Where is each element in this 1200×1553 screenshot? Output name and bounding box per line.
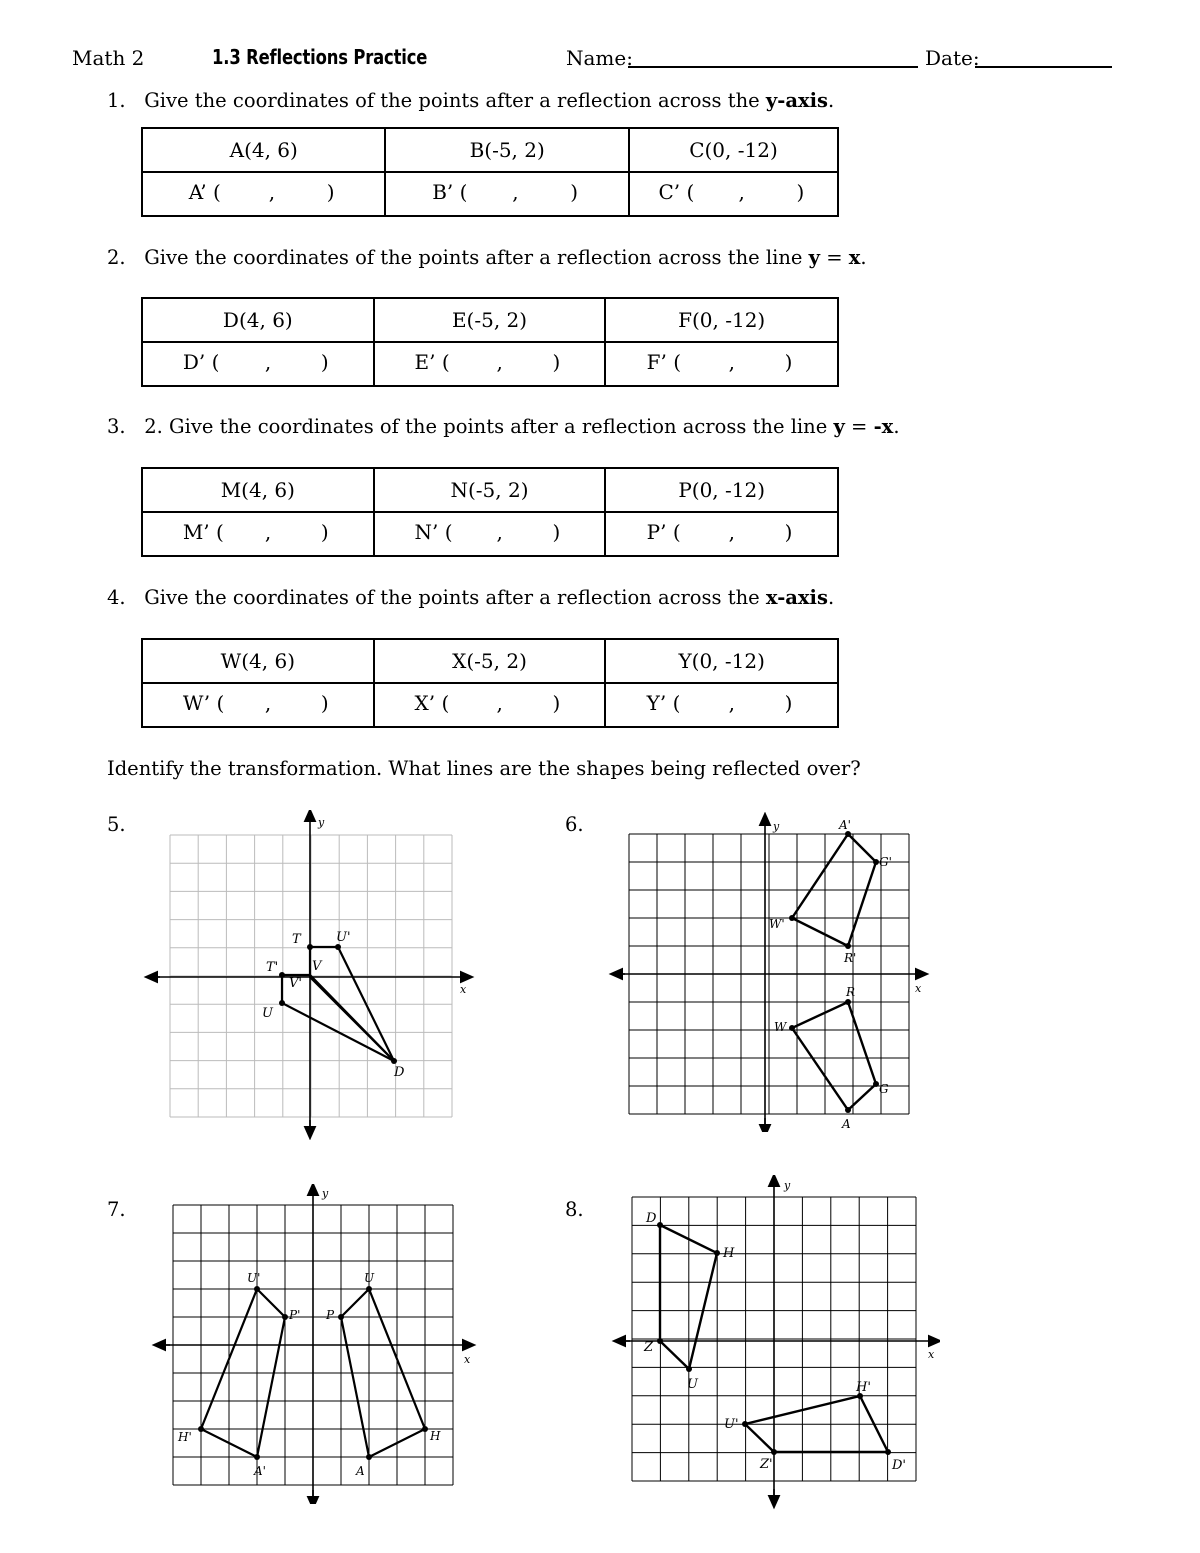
- graph-5: [140, 810, 480, 1140]
- comma: ,: [728, 690, 736, 715]
- vertex-point: [714, 1250, 720, 1256]
- close-paren: ): [320, 519, 329, 544]
- worksheet-title: 1.3 Reflections Practice: [212, 45, 428, 69]
- vertex-point: [742, 1421, 748, 1427]
- image-label: M’ (: [182, 519, 224, 544]
- vertex-point: [422, 1426, 428, 1432]
- image-cell[interactable]: [142, 172, 385, 216]
- point-cell: F(0, -12): [605, 298, 838, 342]
- image-label: D’ (: [182, 349, 220, 374]
- quad-preimage: [792, 1002, 876, 1110]
- vertex-point: [198, 1426, 204, 1432]
- point-label: G: [879, 1082, 889, 1096]
- close-paren: ): [552, 519, 561, 544]
- vertex-point: [279, 1000, 285, 1006]
- image-cell[interactable]: [385, 172, 628, 216]
- vertex-point: [845, 999, 851, 1005]
- comma: ,: [496, 349, 503, 374]
- comma: ,: [264, 690, 272, 715]
- graph-7-number: 7.: [107, 1198, 126, 1221]
- question-text: Give the coordinates of the points after a reflection across the: [144, 89, 766, 112]
- point-cell: E(-5, 2): [374, 298, 606, 342]
- vertex-point: [789, 1025, 795, 1031]
- question-2-table: [141, 297, 839, 387]
- comma: ,: [264, 519, 272, 544]
- y-axis-label: y: [784, 1179, 791, 1192]
- point-label: U': [724, 1417, 739, 1432]
- close-paren: ): [784, 349, 793, 374]
- point-label: H: [723, 1246, 735, 1261]
- image-label: A’ (: [188, 179, 221, 204]
- close-paren: ): [326, 179, 335, 204]
- point-label: T: [292, 932, 301, 947]
- image-cell[interactable]: [629, 172, 838, 216]
- question-keyword: y: [833, 415, 845, 438]
- close-paren: ): [320, 690, 329, 715]
- point-label: P: [326, 1308, 335, 1322]
- point-label: T': [266, 960, 279, 975]
- y-axis-label: y: [773, 820, 780, 833]
- image-label: N’ (: [414, 519, 453, 544]
- vertex-point: [282, 1314, 288, 1320]
- y-axis-label: y: [322, 1187, 329, 1200]
- figure-lines: [792, 834, 876, 1110]
- identify-prompt: Identify the transformation. What lines are the shapes being reflected over?: [107, 757, 861, 780]
- graph-7: [150, 1184, 480, 1504]
- comma: ,: [512, 179, 519, 204]
- image-label: F’ (: [646, 349, 682, 374]
- image-cell[interactable]: [605, 342, 838, 386]
- question-keyword-2: x: [848, 246, 861, 269]
- point-label: R: [846, 985, 856, 999]
- image-cell[interactable]: [605, 512, 838, 556]
- image-cell[interactable]: [374, 342, 606, 386]
- close-paren: ): [570, 179, 579, 204]
- question-number: 1.: [107, 89, 126, 112]
- question-2: [107, 246, 867, 269]
- question-text-mid: =: [844, 415, 874, 438]
- question-1-table: [141, 127, 839, 217]
- point-label: H: [430, 1429, 441, 1443]
- question-keyword: y: [808, 246, 821, 269]
- point-cell: W(4, 6): [142, 639, 374, 683]
- point-label: U: [687, 1377, 698, 1392]
- x-axis-label: x: [460, 983, 467, 996]
- vertex-point: [366, 1286, 372, 1292]
- image-label: C’ (: [658, 179, 695, 204]
- point-label: U: [364, 1271, 375, 1285]
- y-axis-label: y: [318, 816, 325, 829]
- close-paren: ): [320, 349, 329, 374]
- course-name: Math 2: [72, 46, 145, 70]
- comma: ,: [264, 349, 272, 374]
- date-line[interactable]: [975, 66, 1112, 68]
- point-cell: D(4, 6): [142, 298, 374, 342]
- point-label: D': [892, 1458, 906, 1473]
- image-cell[interactable]: [142, 683, 374, 727]
- point-label: U': [336, 930, 351, 945]
- image-label: B’ (: [432, 179, 468, 204]
- question-keyword: x-axis: [765, 586, 828, 609]
- question-number: 2.: [107, 246, 126, 269]
- point-label: G': [879, 855, 892, 869]
- close-paren: ): [552, 690, 561, 715]
- graph-6-number: 6.: [565, 813, 584, 836]
- x-axis-label: x: [928, 1348, 935, 1361]
- point-label: U: [262, 1006, 273, 1021]
- vertex-point: [845, 943, 851, 949]
- point-cell: C(0, -12): [629, 128, 838, 172]
- point-label: P': [289, 1308, 301, 1322]
- vertex-point: [391, 1058, 397, 1064]
- question-keyword: y-axis: [765, 89, 828, 112]
- point-label: H': [856, 1380, 871, 1395]
- question-1: [107, 89, 834, 112]
- vertex-point: [338, 1314, 344, 1320]
- point-label: H': [178, 1430, 192, 1444]
- close-paren: ): [552, 349, 561, 374]
- point-cell: P(0, -12): [605, 468, 838, 512]
- comma: ,: [728, 519, 736, 544]
- point-label: A': [839, 818, 851, 832]
- question-3-table: [141, 467, 839, 557]
- point-cell: B(-5, 2): [385, 128, 628, 172]
- question-text-mid: =: [820, 246, 849, 269]
- question-text: Give the coordinates of the points after a reflection across the line: [144, 246, 809, 269]
- image-label: E’ (: [414, 349, 450, 374]
- point-label: U': [247, 1271, 261, 1285]
- question-text-end: .: [827, 89, 835, 112]
- image-cell[interactable]: [605, 683, 838, 727]
- point-label: D: [394, 1065, 405, 1080]
- name-line[interactable]: [628, 66, 918, 68]
- comma: ,: [738, 179, 745, 204]
- image-label: P’ (: [646, 519, 681, 544]
- point-label: R': [844, 951, 857, 965]
- graph-5-number: 5.: [107, 813, 126, 836]
- vertex-point: [771, 1449, 777, 1455]
- point-label: A: [842, 1117, 851, 1131]
- x-axis-label: x: [915, 982, 922, 995]
- question-4-table: [141, 638, 839, 728]
- comma: ,: [496, 690, 503, 715]
- vertex-point: [657, 1222, 663, 1228]
- point-label: W: [774, 1020, 787, 1034]
- question-number: 4.: [107, 586, 126, 609]
- point-label: V': [289, 976, 302, 991]
- point-cell: X(-5, 2): [374, 639, 606, 683]
- x-axis-label: x: [464, 1353, 471, 1366]
- point-label: W': [769, 917, 785, 931]
- point-label: V: [312, 959, 322, 974]
- vertex-point: [307, 944, 313, 950]
- comma: ,: [268, 179, 276, 204]
- point-label: Z: [644, 1340, 654, 1355]
- point-cell: M(4, 6): [142, 468, 374, 512]
- vertex-point: [686, 1366, 692, 1372]
- graph-6: [605, 812, 935, 1132]
- comma: ,: [496, 519, 503, 544]
- image-label: X’ (: [414, 690, 450, 715]
- vertex-point: [845, 1107, 851, 1113]
- point-cell: A(4, 6): [142, 128, 385, 172]
- question-text-end: .: [827, 586, 835, 609]
- point-label: A': [254, 1464, 266, 1478]
- close-paren: ): [784, 690, 793, 715]
- point-cell: Y(0, -12): [605, 639, 838, 683]
- image-label: W’ (: [182, 690, 225, 715]
- question-text: 2. Give the coordinates of the points after a reflection across the line: [144, 415, 834, 438]
- close-paren: ): [784, 519, 793, 544]
- question-4: [107, 586, 834, 609]
- name-label: Name:: [566, 46, 633, 70]
- vertex-point: [279, 972, 285, 978]
- date-label: Date:: [925, 46, 980, 70]
- image-cell[interactable]: [374, 683, 606, 727]
- vertex-point: [254, 1454, 260, 1460]
- graph-8-number: 8.: [565, 1198, 584, 1221]
- question-text: Give the coordinates of the points after a reflection across the: [144, 586, 766, 609]
- vertex-point: [366, 1454, 372, 1460]
- vertex-point: [789, 915, 795, 921]
- graph-8: [610, 1175, 940, 1510]
- image-cell[interactable]: [374, 512, 606, 556]
- image-label: Y’ (: [646, 690, 681, 715]
- question-text-end: .: [893, 415, 900, 438]
- question-keyword-2: -x: [873, 415, 894, 438]
- question-3: [107, 415, 900, 438]
- image-cell[interactable]: [142, 512, 374, 556]
- vertex-point: [657, 1338, 663, 1344]
- question-number: 3.: [107, 415, 126, 438]
- comma: ,: [728, 349, 736, 374]
- point-label: A: [356, 1464, 365, 1478]
- vertex-point: [885, 1449, 891, 1455]
- close-paren: ): [796, 179, 805, 204]
- point-label: D: [646, 1211, 657, 1226]
- point-label: Z': [760, 1457, 773, 1472]
- vertex-point: [254, 1286, 260, 1292]
- question-text-end: .: [860, 246, 867, 269]
- image-cell[interactable]: [142, 342, 374, 386]
- point-cell: N(-5, 2): [374, 468, 606, 512]
